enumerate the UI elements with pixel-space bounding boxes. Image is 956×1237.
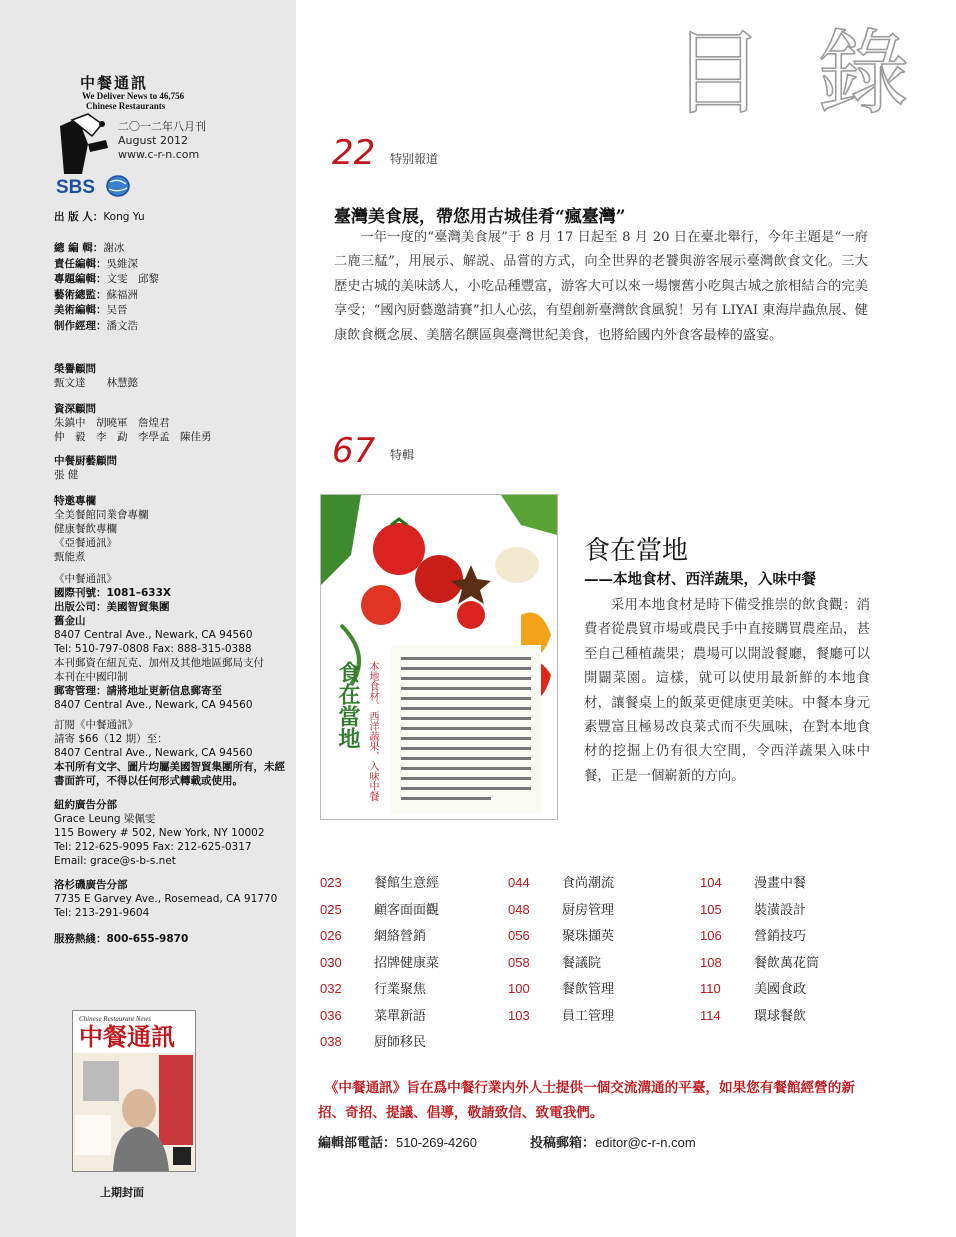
toc-item[interactable]: 106 營銷技巧: [700, 928, 807, 944]
contact-line: [318, 1132, 696, 1151]
la-ad-office: 洛杉磯廣告分部 7735 E Garvey Ave., Rosemead, CA 91770 Tel: 213-291-9604: [54, 879, 278, 919]
toc-item[interactable]: 032 行業聚焦: [320, 981, 427, 997]
toc-column-3: [700, 872, 819, 1031]
toc-item[interactable]: 038 厨師移民: [320, 1034, 427, 1050]
waiter-logo-icon: [58, 104, 112, 176]
toc-item[interactable]: 044 食尚潮流: [508, 875, 615, 891]
editorial-phone[interactable]: 510-269-4260: [396, 1135, 477, 1150]
feature-image-title: 食在當地: [335, 661, 361, 749]
credit-row: 專題編輯：文雯 邱黎: [54, 273, 159, 285]
toc-column-2: [508, 872, 614, 1031]
issue-date-en: August 2012: [118, 134, 188, 147]
subscription-info: 訂閱《中餐通訊》 請寄 $66（12 期）至： 8407 Central Ave., Newark, CA 94560 本刊所有文字、圖片均屬美國智貿集團所有，未經 書面許可，不得以任何形式轉載或使用。: [54, 719, 285, 787]
page-title: 目 錄: [672, 20, 922, 127]
feature-image-subtitle: 本地食材、西洋蔬果、入味中餐: [367, 661, 378, 801]
logo-tagline: We Deliver News to 46,756: [82, 91, 185, 101]
toc-item[interactable]: 114 環球餐飲: [700, 1007, 807, 1024]
special-report-page-number[interactable]: 22: [332, 133, 376, 173]
toc-item[interactable]: 105 裝潢設計: [700, 901, 807, 918]
toc-item[interactable]: 108 餐飲萬花筒: [700, 954, 820, 971]
sbs-logo-icon: [54, 174, 138, 198]
publication-info: 《中餐通訊》 國際刊號：1081–633X 出版公司：美國智貿集團 舊金山 8407 Central Ave., Newark, CA 94560 Tel: 510-797-0808 Fax: 888-315-0388 本刊郵資在紐瓦克、加州及其他地區郵局支付 本刊在中國印制 郵寄管理：請將地址更新信息郵寄至 8407 Central Ave., Newark, CA 94560: [54, 573, 264, 711]
credit-row: 制作經理：潘文浩: [54, 319, 138, 332]
credit-row: 出 版 人：Kong Yu: [54, 211, 145, 223]
toc-item[interactable]: 025 顧客面面觀: [320, 901, 440, 918]
credit-row: 總 編 輯：謝冰: [54, 242, 125, 254]
previous-cover-caption: 上期封面: [100, 1186, 144, 1199]
chef-advisor: 中餐厨藝顧問 張 健: [54, 455, 117, 481]
feature-subtitle: ——本地食材、西洋蔬果，入味中餐: [584, 571, 816, 588]
toc-item[interactable]: 048 厨房管理: [508, 901, 615, 918]
issue-date-cn: 二〇一二年八月刊: [118, 120, 206, 133]
email-label: 投稿郵箱：: [530, 1136, 596, 1151]
senior-advisors: 資深顧問 朱鎮中 胡曉軍 詹煌君 仲 毅 李 勐 李學孟 陳佳勇: [54, 403, 212, 443]
service-hotline: 服務熱綫：800-655-9870: [54, 933, 189, 945]
staff-credits: [54, 210, 159, 334]
toc-item[interactable]: 030 招牌健康菜: [320, 954, 440, 971]
mission-statement: 《中餐通訊》旨在爲中餐行業内外人士提供一個交流溝通的平臺，如果您有餐館經營的新招、奇招、提議、倡導，敬請致信、致電我們。: [318, 1080, 855, 1121]
feature-label: 特輯: [390, 448, 415, 462]
previous-cover-image[interactable]: [72, 1010, 196, 1172]
toc-item[interactable]: 110 美國食政: [700, 981, 807, 997]
credit-row: [54, 226, 159, 242]
submission-email-link[interactable]: editor@c-r-n.com: [595, 1135, 696, 1150]
cover-brand-en: Chinese Restaurant News: [79, 1015, 151, 1023]
phone-label: 編輯部電話：: [318, 1136, 397, 1151]
feature-body: 采用本地食材是時下備受推崇的飲食觀：消費者從農貿市場或農民手中直接購買農産品，甚至自己種植蔬果；農場可以開設餐廳，餐廳可以開闢菜園。這樣，就可以使用最新鮮的本地食材，讓餐桌上的飯菜更健康更美味。中餐本身元素豐富且極易改良菜式而不失風味，在對本地食材的挖掘上仍有很大空間，令西洋蔬果入味中餐，正是一個嶄新的方向。: [584, 598, 870, 784]
logo-title: 中餐通訊: [80, 74, 149, 92]
toc-item[interactable]: 103 員工管理: [508, 1007, 615, 1024]
special-columns: 特邀專欄 全美餐館同業會專欄 健康餐飲專欄 《亞餐通訊》 甄能煮: [54, 495, 149, 563]
special-report-label: 特别報道: [390, 152, 439, 166]
toc-item[interactable]: 026 網絡營銷: [320, 928, 427, 944]
feature-title[interactable]: 食在當地: [584, 536, 689, 566]
vegetables-illustration-icon: [321, 495, 557, 819]
toc-item[interactable]: 104 漫畫中餐: [700, 875, 807, 891]
special-report-title[interactable]: 臺灣美食展，帶您用古城佳肴“瘋臺灣”: [334, 207, 626, 227]
toc-column-1: [320, 872, 439, 1058]
ny-ad-office: 紐約廣告分部 Grace Leung 梁佩雯 115 Bowery # 502, New York, NY 10002 Tel: 212-625-9095 Fax: 212-625-0317 Email: grace@s-b-s.net: [54, 799, 265, 867]
feature-image[interactable]: [320, 494, 558, 820]
website-link[interactable]: www.c-r-n.com: [118, 148, 200, 161]
sbs-logo-text: SBS: [56, 177, 96, 198]
toc-item[interactable]: 056 聚珠擷英: [508, 928, 615, 944]
toc-item[interactable]: 058 餐議院: [508, 954, 602, 971]
credit-row: 藝術總監：蘇福洲: [54, 288, 138, 301]
special-report-body: 一年一度的“臺灣美食展”于 8 月 17 日起至 8 月 20 日在臺北舉行，今年主題是“一府二鹿三艋”，用展示、解説、品嘗的方式，向全世界的老饕與游客展示臺灣飲食文化。三大歷史古城的美味誘人，小吃品種豐富，游客大可以來一場懷舊小吃與古城之旅相結合的完美享受；“國內厨藝邀請賽”扣人心弦，有望創新臺灣飲食風貌！另有 LIYAI 東海岸蟲魚展、健康飲食概念展、美膳名饌區與臺灣世紀美食，也將給國内外食客最棒的盛宴。: [334, 230, 868, 343]
toc-item[interactable]: 100 餐飲管理: [508, 981, 615, 997]
toc-item[interactable]: 023 餐館生意經: [320, 875, 440, 891]
toc-item[interactable]: 036 菜單新語: [320, 1007, 427, 1024]
feature-page-number[interactable]: 67: [332, 431, 376, 471]
credit-row: 美術編輯：吴晉: [54, 304, 128, 316]
issue-date: [118, 120, 206, 162]
honorary-advisors: 榮譽顧問 甄文達 林慧懿: [54, 363, 138, 389]
cover-art-icon: [73, 1011, 195, 1171]
cover-brand-cn: 中餐通訊: [79, 1022, 175, 1051]
credit-row: 責任編輯：吳維深: [54, 257, 138, 270]
logo-tagline-2: Chinese Restaurants: [86, 101, 166, 111]
